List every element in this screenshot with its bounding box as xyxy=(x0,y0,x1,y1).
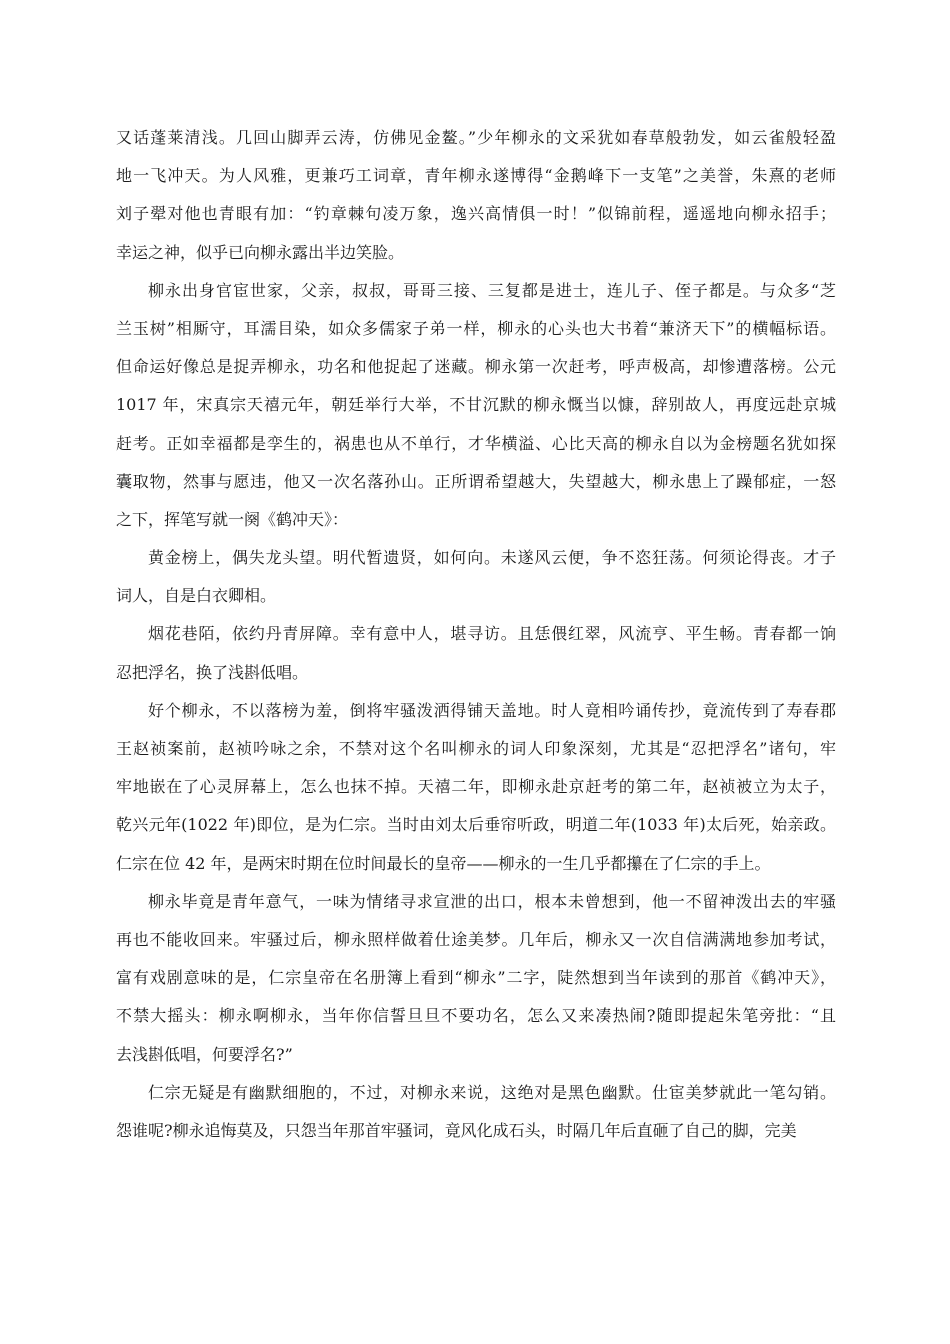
text-line: 仁宗无疑是有幽默细胞的，不过，对柳永来说，这绝对是黑色幽默。仕宦美梦就此一笔勾销。 xyxy=(148,1082,836,1102)
text-line: 去浅斟低唱，何要浮名?” xyxy=(116,1044,293,1064)
text-line: 地一飞冲天。为人风雅，更兼巧工词章，青年柳永遂博得“金鹅峰下一支笔”之美誉，朱熹的老师 xyxy=(116,166,836,186)
text-line: 富有戏剧意味的是，仁宗皇帝在名册簿上看到“柳永”二字，陡然想到当年读到的那首《鹤冲天》， xyxy=(116,968,836,988)
text-line: 赶考。正如幸福都是孪生的，祸患也从不单行，才华横溢、心比天高的柳永自以为金榜题名犹如探 xyxy=(116,433,836,453)
paragraph xyxy=(116,883,836,1074)
paragraph xyxy=(116,272,836,539)
text-line: 柳永出身官宦世家，父亲，叔叔，哥哥三接、三复都是进士，连儿子、侄子都是。与众多“芝 xyxy=(148,280,836,300)
text-line: 忍把浮名，换了浅斟低唱。 xyxy=(116,662,309,682)
paragraph xyxy=(116,539,836,615)
text-line: 乾兴元年(1022 年)即位，是为仁宗。当时由刘太后垂帘听政，明道二年(1033 年)太后死，始亲政。 xyxy=(116,815,836,835)
text-line: 怨谁呢?柳永追悔莫及，只怨当年那首牢骚词，竟风化成石头，时隔几年后直砸了自己的脚，完美 xyxy=(116,1120,797,1140)
text-line: 刘子翚对他也青眼有加：“钓章棘句凌万象，逸兴高情俱一时！”似锦前程，遥遥地向柳永招手； xyxy=(116,204,836,224)
text-line: 王赵祯案前，赵祯吟咏之余，不禁对这个名叫柳永的词人印象深刻，尤其是“忍把浮名”诸句，牢 xyxy=(116,739,836,758)
text-line: 烟花巷陌，依约丹青屏障。幸有意中人，堪寻访。且恁偎红翠，风流亨、平生畅。青春都一饷 xyxy=(148,624,836,644)
text-line: 之下，挥笔写就一阕《鹤冲天》： xyxy=(116,509,349,529)
text-line: 但命运好像总是捉弄柳永，功名和他捉起了迷藏。柳永第一次赶考，呼声极高，却惨遭落榜。公元 xyxy=(116,357,836,377)
text-line: 柳永毕竟是青年意气，一味为情绪寻求宣泄的出口，根本未曾想到，他一不留神泼出去的牢骚 xyxy=(148,891,836,911)
text-line: 再也不能收回来。牢骚过后，柳永照样做着仕途美梦。几年后，柳永又一次自信满满地参加考试， xyxy=(116,929,836,949)
text-line: 好个柳永，不以落榜为羞，倒将牢骚泼洒得铺天盖地。时人竟相吟诵传抄，竟流传到了寿春郡 xyxy=(148,700,836,720)
paragraph xyxy=(116,1074,836,1150)
text-line: 幸运之神，似乎已向柳永露出半边笑脸。 xyxy=(116,242,405,262)
paragraph xyxy=(116,692,836,883)
paragraph xyxy=(116,615,836,691)
text-line: 兰玉树”相厮守，耳濡目染，如众多儒家子弟一样，柳永的心头也大书着“兼济天下”的横幅标语。 xyxy=(116,318,836,338)
article-body xyxy=(116,119,836,1150)
text-line: 1017 年，宋真宗天禧元年，朝廷举行大举，不甘沉默的柳永慨当以慷，辞别故人，再度远赴京城 xyxy=(116,395,836,415)
text-line: 牢地嵌在了心灵屏幕上，怎么也抹不掉。天禧二年，即柳永赴京赶考的第二年，赵祯被立为太子， xyxy=(116,777,836,797)
text-line: 仁宗在位 42 年，是两宋时期在位时间最长的皇帝——柳永的一生几乎都攥在了仁宗的手上。 xyxy=(116,853,771,873)
text-line: 囊取物，然事与愿违，他又一次名落孙山。正所谓希望越大，失望越大，柳永患上了躁郁症，一怒 xyxy=(116,471,836,491)
text-line: 黄金榜上，偶失龙头望。明代暂遗贤，如何向。未遂风云便，争不恣狂荡。何须论得丧。才子 xyxy=(148,548,836,568)
text-line: 又话蓬莱清浅。几回山脚弄云涛，仿佛见金鳌。”少年柳永的文采犹如春草般勃发，如云雀般轻盈 xyxy=(116,128,836,147)
text-line: 不禁大摇头：柳永啊柳永，当年你信誓旦旦不要功名，怎么又来凑热闹?随即提起朱笔旁批：“且 xyxy=(116,1006,836,1026)
text-line: 词人，自是白衣卿相。 xyxy=(116,586,277,606)
paragraph xyxy=(116,119,836,272)
